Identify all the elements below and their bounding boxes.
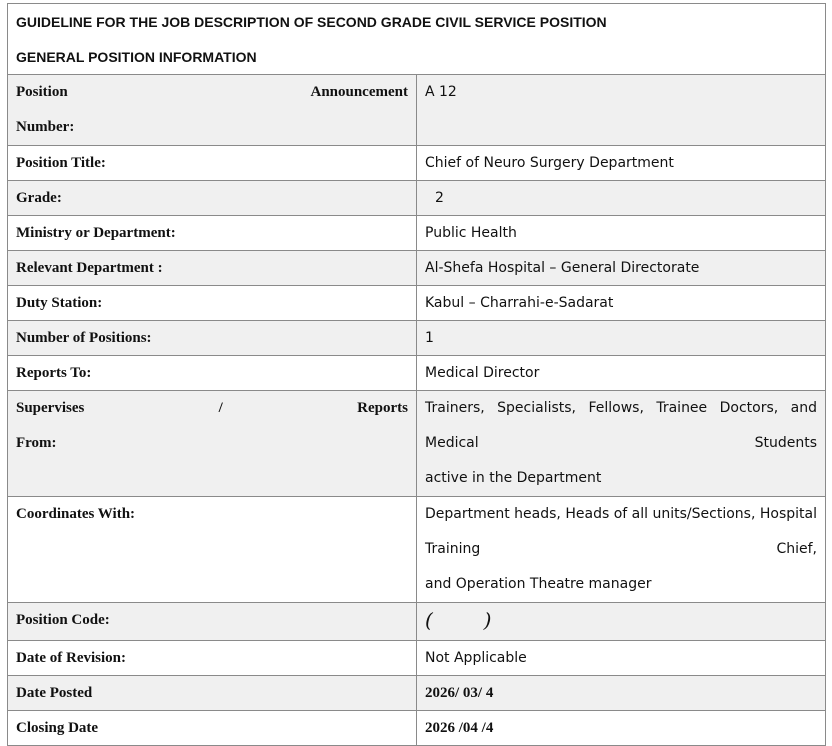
table-row bbox=[8, 603, 826, 641]
row-value bbox=[417, 603, 826, 641]
row-value: Public Health bbox=[417, 216, 826, 251]
table-row bbox=[8, 391, 826, 497]
row-label: Coordinates With: bbox=[8, 497, 417, 603]
row-value bbox=[417, 497, 826, 603]
row-label: Relevant Department : bbox=[8, 251, 417, 286]
table-row bbox=[8, 181, 826, 216]
table-row bbox=[8, 497, 826, 603]
document-title: GUIDELINE FOR THE JOB DESCRIPTION OF SECOND GRADE CIVIL SERVICE POSITION bbox=[8, 4, 826, 41]
row-label: Position Title: bbox=[8, 146, 417, 181]
row-label: Ministry or Department: bbox=[8, 216, 417, 251]
row-label: Date Posted bbox=[8, 676, 417, 711]
label-part: / bbox=[218, 400, 223, 416]
row-value: 2026/ 03/ 4 bbox=[417, 676, 826, 711]
row-label: Date of Revision: bbox=[8, 641, 417, 676]
table-row bbox=[8, 641, 826, 676]
row-label bbox=[8, 391, 417, 497]
section-title: GENERAL POSITION INFORMATION bbox=[8, 40, 826, 75]
table-row bbox=[8, 711, 826, 746]
table-row bbox=[8, 321, 826, 356]
job-description-table bbox=[7, 3, 826, 746]
label-part: Reports bbox=[357, 400, 408, 416]
table-row bbox=[8, 676, 826, 711]
row-label bbox=[8, 75, 417, 146]
position-code-value: ( ) bbox=[425, 608, 492, 632]
value-line: Trainers, Specialists, Fellows, Trainee Doctors, and Medical Students bbox=[425, 400, 817, 451]
row-value bbox=[417, 181, 826, 216]
label-part: Position bbox=[16, 84, 68, 100]
table-row bbox=[8, 216, 826, 251]
title-row bbox=[8, 4, 826, 41]
row-label: Closing Date bbox=[8, 711, 417, 746]
table-row bbox=[8, 75, 826, 146]
label-part: Supervises bbox=[16, 400, 85, 416]
subtitle-row bbox=[8, 40, 826, 75]
value-line: Department heads, Heads of all units/Sections, Hospital Training Chief, bbox=[425, 506, 817, 557]
row-value: A 12 bbox=[417, 75, 826, 146]
table-row bbox=[8, 356, 826, 391]
label-part: From: bbox=[16, 435, 57, 451]
label-part: Announcement bbox=[310, 84, 408, 100]
table-row bbox=[8, 286, 826, 321]
row-value: Medical Director bbox=[417, 356, 826, 391]
row-label: Number of Positions: bbox=[8, 321, 417, 356]
row-label: Duty Station: bbox=[8, 286, 417, 321]
row-value: Kabul – Charrahi-e-Sadarat bbox=[417, 286, 826, 321]
row-value: Al-Shefa Hospital – General Directorate bbox=[417, 251, 826, 286]
row-label: Reports To: bbox=[8, 356, 417, 391]
value-line: active in the Department bbox=[425, 470, 602, 486]
row-value: 2026 /04 /4 bbox=[417, 711, 826, 746]
row-value bbox=[417, 391, 826, 497]
value-line: and Operation Theatre manager bbox=[425, 576, 652, 592]
row-value: Not Applicable bbox=[417, 641, 826, 676]
row-value: 1 bbox=[417, 321, 826, 356]
table-row bbox=[8, 146, 826, 181]
row-value: Chief of Neuro Surgery Department bbox=[417, 146, 826, 181]
grade-value: 2 bbox=[435, 190, 444, 206]
row-label: Grade: bbox=[8, 181, 417, 216]
table-row bbox=[8, 251, 826, 286]
label-part: Number: bbox=[16, 119, 75, 135]
row-label: Position Code: bbox=[8, 603, 417, 641]
